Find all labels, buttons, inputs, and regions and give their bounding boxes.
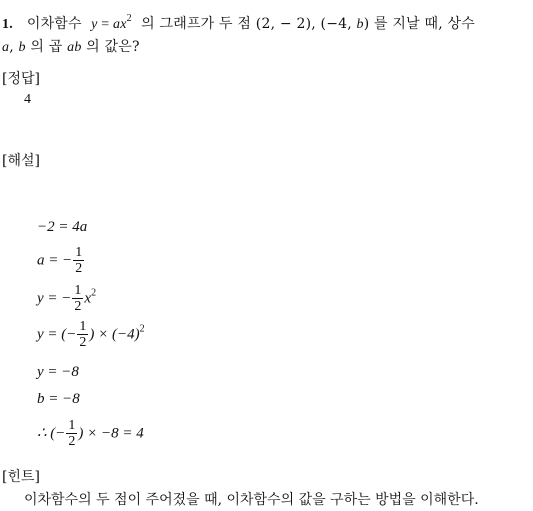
fraction-denominator: 2 (79, 335, 87, 350)
function-exponent: 2 (126, 13, 132, 24)
fraction-numerator: 1 (79, 319, 87, 334)
question-mid-text: 의 곱 (25, 39, 68, 55)
question-line-1 (2, 13, 475, 33)
fraction-numerator: 1 (68, 418, 76, 433)
step7-right: ) × −8 = 4 (78, 425, 144, 442)
question-number: 1. (2, 17, 13, 32)
step3-exponent: 2 (91, 287, 97, 299)
step4-exponent: 2 (139, 323, 145, 335)
hint-label: [힌트] (2, 469, 40, 485)
solution-step-7 (37, 419, 144, 449)
step4-left: y = (− (37, 326, 77, 343)
question-b-var-2: b (18, 40, 26, 55)
step7-left: ∴ (− (37, 425, 66, 442)
fraction-denominator: 2 (74, 299, 82, 314)
answer-label: [정답] (2, 71, 40, 87)
solution-step-4 (37, 320, 145, 350)
quadratic-function (91, 13, 132, 32)
fraction-denominator: 2 (68, 434, 76, 449)
question-sep: , (9, 39, 19, 55)
fraction-denominator: 2 (75, 261, 83, 276)
step3-x: x (84, 290, 92, 307)
fraction-one-half (77, 320, 88, 350)
function-equals: = (97, 17, 113, 32)
question-end-text: 의 값은? (81, 39, 140, 55)
question-b-var: b (356, 17, 364, 32)
hint-text: 이차함수의 두 점이 주어졌을 때, 이차함수의 값을 구하는 방법을 이해한다. (24, 492, 479, 508)
solution-step-6: b = −8 (37, 391, 80, 407)
question-ab-var: ab (67, 40, 82, 55)
question-line-2 (2, 36, 140, 56)
fraction-one-half (66, 419, 77, 449)
solution-step-2 (37, 246, 85, 276)
step4-right: ) × (−4) (89, 326, 140, 343)
solution-step-1: −2 = 4a (37, 219, 88, 235)
solution-label: [해설] (2, 153, 40, 169)
function-a: a (113, 17, 121, 32)
fraction-one-half (72, 284, 83, 314)
function-x: x (120, 17, 127, 32)
fraction-numerator: 1 (75, 245, 83, 260)
answer-value: 4 (24, 92, 31, 107)
question-line1-end: ) 를 지날 때, 상수 (363, 16, 475, 32)
solution-step-5: y = −8 (37, 364, 79, 380)
question-a-var: a (2, 40, 10, 55)
question-points-text: 의 그래프가 두 점 (2, − 2), (−4, (141, 16, 357, 32)
solution-step-3 (37, 284, 96, 314)
fraction-one-half (73, 246, 84, 276)
step3-left: y = − (37, 290, 72, 307)
fraction-numerator: 1 (74, 283, 82, 298)
step2-left: a = − (37, 252, 73, 269)
function-y: y (91, 17, 98, 32)
question-prefix: 이차함수 (26, 16, 82, 32)
